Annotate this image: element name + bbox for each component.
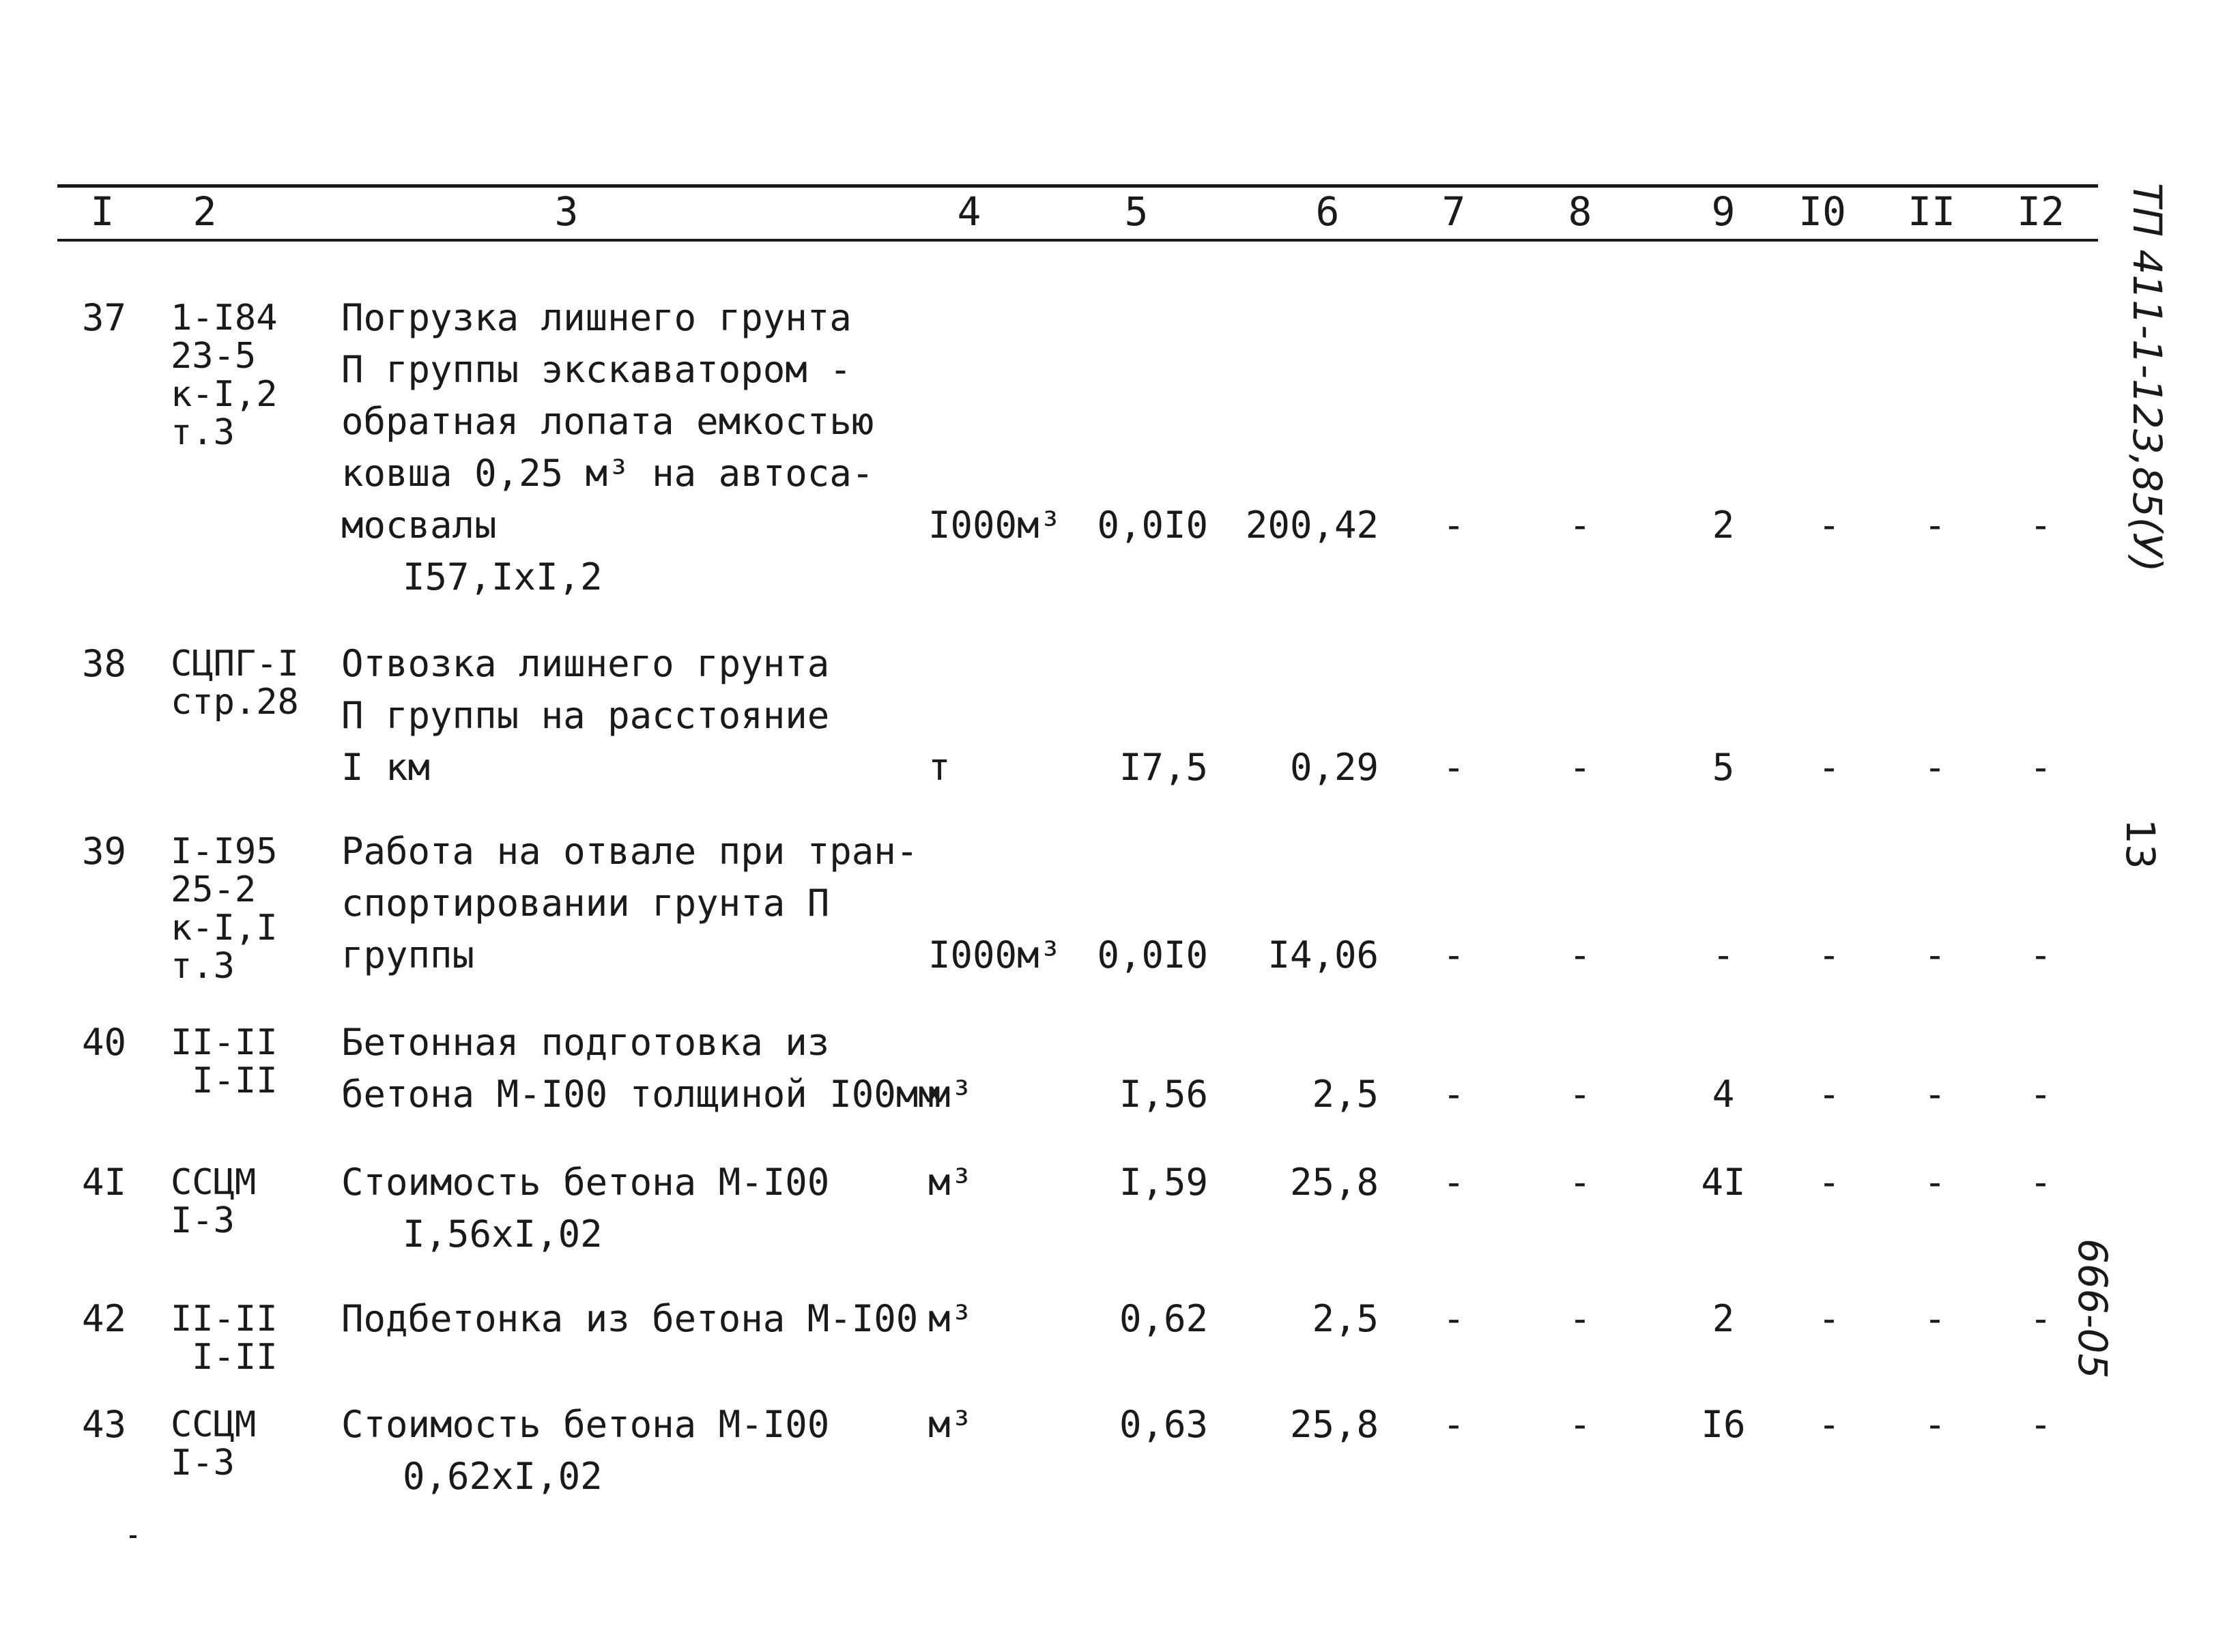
unit-price: 0,29 <box>1289 746 1379 789</box>
sheet-code: 666-05 <box>2069 1238 2116 1379</box>
quantity: I,59 <box>1119 1161 1208 1204</box>
col-12-value: - <box>2029 1297 2052 1340</box>
col-8-value: - <box>1568 1161 1592 1204</box>
calculation-note: 0,62xI,02 <box>403 1455 603 1498</box>
work-description-line: Отвозка лишнего грунта <box>341 642 830 685</box>
unit-price: 2,5 <box>1312 1073 1379 1116</box>
reference-code-line: 23-5 <box>171 336 257 377</box>
col-9-value: 2 <box>1712 1297 1735 1340</box>
col-12-value: - <box>2029 1403 2052 1446</box>
col-8-value: - <box>1568 1073 1592 1116</box>
reference-code-line: I-II <box>171 1060 278 1101</box>
col-10-value: - <box>1818 1297 1841 1340</box>
table-top-rule <box>57 184 2098 188</box>
col-8-value: - <box>1568 1403 1592 1446</box>
col-8-value: - <box>1568 933 1592 976</box>
header-bottom-rule <box>57 239 2098 242</box>
unit: т <box>928 746 951 789</box>
row-number: 38 <box>82 642 127 685</box>
reference-code-line: т.3 <box>171 412 235 453</box>
unit-price: 25,8 <box>1289 1161 1379 1204</box>
col-7-value: - <box>1442 504 1465 547</box>
calculation-note: I57,IxI,2 <box>403 555 603 598</box>
row-number: 4I <box>82 1161 127 1204</box>
col-11-value: - <box>1923 1403 1947 1446</box>
col-10-value: - <box>1818 746 1841 789</box>
page-mark <box>130 1535 137 1538</box>
unit: м³ <box>928 1073 973 1116</box>
column-header-3: 3 <box>554 188 579 235</box>
column-header-5: 5 <box>1124 188 1149 235</box>
reference-code-line: I-II <box>171 1337 278 1378</box>
unit: м³ <box>928 1297 973 1340</box>
col-7-value: - <box>1442 1297 1465 1340</box>
unit-price: 25,8 <box>1289 1403 1379 1446</box>
col-12-value: - <box>2029 933 2052 976</box>
work-description-line: П группы на расстояние <box>341 694 830 737</box>
column-header-9: 9 <box>1711 188 1736 235</box>
col-10-value: - <box>1818 1073 1841 1116</box>
col-11-value: - <box>1923 1073 1947 1116</box>
work-description-line: ковша 0,25 м³ на автоса- <box>341 452 874 495</box>
reference-code-line: I-3 <box>171 1200 235 1241</box>
col-7-value: - <box>1442 1161 1465 1204</box>
col-10-value: - <box>1818 504 1841 547</box>
col-9-value: 4I <box>1701 1161 1746 1204</box>
reference-code-line: II-II <box>171 1299 278 1339</box>
work-description-line: Подбетонка из бетона М-I00 <box>341 1297 919 1340</box>
unit-price: 2,5 <box>1312 1297 1379 1340</box>
col-11-value: - <box>1923 746 1947 789</box>
reference-code-line: стр.28 <box>171 682 299 723</box>
reference-code-line: СЦПГ-I <box>171 643 299 684</box>
reference-code-line: т.3 <box>171 946 235 987</box>
reference-code-line: ССЦМ <box>171 1404 257 1445</box>
calculation-note: I,56xI,02 <box>403 1213 603 1256</box>
column-header-4: 4 <box>957 188 981 235</box>
reference-code-line: I-I95 <box>171 831 278 872</box>
row-number: 39 <box>82 830 127 873</box>
unit: м³ <box>928 1403 973 1446</box>
reference-code-line: 1-I84 <box>171 298 278 338</box>
unit: I000м³ <box>928 933 1062 976</box>
work-description-line: спортировании грунта П <box>341 882 830 925</box>
reference-code-line: к-I,I <box>171 908 278 948</box>
reference-code-line: I-3 <box>171 1443 235 1483</box>
col-7-value: - <box>1442 1073 1465 1116</box>
reference-code-line: 25-2 <box>171 869 257 910</box>
unit: м³ <box>928 1161 973 1204</box>
col-8-value: - <box>1568 746 1592 789</box>
quantity: 0,62 <box>1119 1297 1208 1340</box>
col-9-value: - <box>1712 933 1735 976</box>
col-10-value: - <box>1818 1161 1841 1204</box>
work-description-line: Стоимость бетона М-I00 <box>341 1403 830 1446</box>
unit: I000м³ <box>928 504 1062 547</box>
row-number: 43 <box>82 1403 127 1446</box>
row-number: 42 <box>82 1297 127 1340</box>
quantity: I,56 <box>1119 1073 1208 1116</box>
quantity: I7,5 <box>1119 746 1208 789</box>
col-12-value: - <box>2029 746 2052 789</box>
work-description-line: Погрузка лишнего грунта <box>341 296 852 339</box>
work-description-line: обратная лопата емкостью <box>341 400 874 443</box>
page-number: 13 <box>2117 819 2164 869</box>
work-description-line: П группы экскаватором - <box>341 348 852 391</box>
col-8-value: - <box>1568 504 1592 547</box>
col-9-value: 4 <box>1712 1073 1735 1116</box>
work-description-line: мосвалы <box>341 504 497 547</box>
work-description-line: Бетонная подготовка из <box>341 1021 830 1064</box>
unit-price: 200,42 <box>1245 504 1379 547</box>
reference-code-line: II-II <box>171 1022 278 1063</box>
column-header-1: I <box>90 188 115 235</box>
col-7-value: - <box>1442 933 1465 976</box>
col-11-value: - <box>1923 504 1947 547</box>
work-description-line: бетона М-I00 толщиной I00мм <box>341 1073 941 1116</box>
work-description-line: Работа на отвале при тран- <box>341 830 919 873</box>
col-11-value: - <box>1923 1161 1947 1204</box>
column-header-6: 6 <box>1315 188 1340 235</box>
col-9-value: I6 <box>1701 1403 1746 1446</box>
document-code: ТП 411-1-123,85(У) <box>2124 183 2170 573</box>
quantity: 0,0I0 <box>1097 933 1208 976</box>
col-7-value: - <box>1442 1403 1465 1446</box>
work-description-line: I км <box>341 746 431 789</box>
quantity: 0,63 <box>1119 1403 1208 1446</box>
column-header-12: I2 <box>2017 188 2065 235</box>
col-8-value: - <box>1568 1297 1592 1340</box>
col-9-value: 5 <box>1712 746 1735 789</box>
quantity: 0,0I0 <box>1097 504 1208 547</box>
column-header-8: 8 <box>1568 188 1592 235</box>
unit-price: I4,06 <box>1267 933 1379 976</box>
col-7-value: - <box>1442 746 1465 789</box>
row-number: 37 <box>82 296 127 339</box>
col-10-value: - <box>1818 1403 1841 1446</box>
column-header-11: II <box>1908 188 1955 235</box>
reference-code-line: ССЦМ <box>171 1162 257 1203</box>
col-12-value: - <box>2029 1161 2052 1204</box>
col-9-value: 2 <box>1712 504 1735 547</box>
col-10-value: - <box>1818 933 1841 976</box>
reference-code-line: к-I,2 <box>171 374 278 415</box>
column-header-10: I0 <box>1798 188 1846 235</box>
column-header-7: 7 <box>1441 188 1466 235</box>
column-header-2: 2 <box>192 188 217 235</box>
col-11-value: - <box>1923 1297 1947 1340</box>
col-12-value: - <box>2029 504 2052 547</box>
work-description-line: группы <box>341 933 475 976</box>
work-description-line: Стоимость бетона М-I00 <box>341 1161 830 1204</box>
row-number: 40 <box>82 1021 127 1064</box>
col-12-value: - <box>2029 1073 2052 1116</box>
col-11-value: - <box>1923 933 1947 976</box>
